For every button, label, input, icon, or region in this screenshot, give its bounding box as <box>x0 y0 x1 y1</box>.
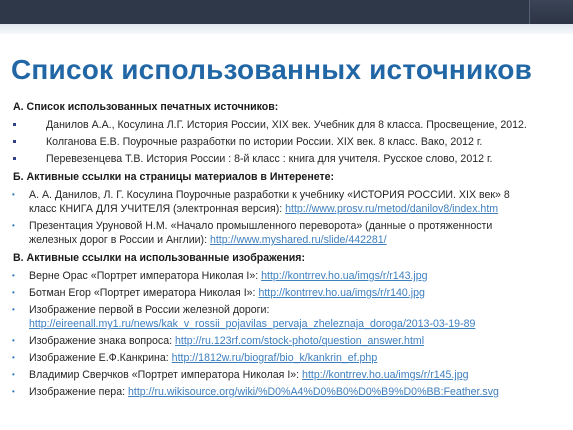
list-item <box>0 351 573 365</box>
bullet-icon: • <box>12 190 15 199</box>
source-link[interactable]: http://www.myshared.ru/slide/442281/ <box>209 234 387 246</box>
top-bar <box>0 0 573 24</box>
list-item-text: Перевезенцева Т.В. История России : 8-й класс : книга для учителя. Русское слово, 2012 г. <box>46 153 493 165</box>
list-item-text: железных дорог в России и Англии): <box>29 234 210 246</box>
list-item-text: Изображение знака вопроса: <box>29 335 175 347</box>
bullet-icon: • <box>12 271 15 280</box>
list-item <box>0 152 573 166</box>
top-bar-accent <box>529 0 573 24</box>
list-item-text: Колганова Е.В. Поурочные разработки по истории России. XIX век. 8 класс. Вако, 2012 г. <box>46 136 483 148</box>
list-item <box>0 368 573 382</box>
bullet-icon: • <box>12 305 15 314</box>
section-b-heading: Б. Активные ссылки на страницы материалов в Интеренете: <box>13 171 335 183</box>
list-item <box>0 385 573 399</box>
bullet-icon: • <box>12 336 15 345</box>
list-item <box>0 303 573 317</box>
list-item-text: класс КНИГА ДЛЯ УЧИТЕЛЯ (электронная версия): <box>29 203 286 215</box>
image-link[interactable]: http://eireenall.my1.ru/news/kak_v_rossii_pojavilas_pervaja_zheleznaja_doroga/2013-03-19-89 <box>29 318 476 330</box>
list-item-text: Презентация Уруновой Н.М. «Начало промышленного переворота» (данные о протяженности <box>29 220 493 232</box>
list-item-text: Изображение пера: <box>29 386 128 398</box>
list-item-text: Изображение Е.Ф.Канкрина: <box>29 352 172 364</box>
bullet-icon: • <box>12 387 15 396</box>
list-item <box>0 219 573 233</box>
list-item <box>0 135 573 149</box>
image-link[interactable]: http://kontrrev.ho.ua/imgs/r/r143.jpg <box>261 270 428 282</box>
list-item <box>0 118 573 132</box>
bullet-icon: • <box>12 288 15 297</box>
list-item-text: Ботман Егор «Портрет имератора Николая I»: <box>29 287 259 299</box>
square-bullet-icon <box>13 157 16 160</box>
source-link[interactable]: http://www.prosv.ru/metod/danilov8/index.htm <box>285 203 499 215</box>
sources-content <box>0 100 573 399</box>
list-item-continuation <box>0 317 573 331</box>
list-item <box>0 188 573 202</box>
list-item-text: А. А. Данилов, Л. Г. Косулина Поурочные разработки к учебнику «ИСТОРИЯ РОССИИ. XIX век» 8 <box>29 189 510 201</box>
image-link[interactable]: http://kontrrev.ho.ua/imgs/r/r140.jpg <box>258 287 425 299</box>
section-c-heading: В. Активные ссылки на использованные изображения: <box>13 252 305 264</box>
section-a-heading: А. Список использованных печатных источников: <box>13 101 279 113</box>
image-link[interactable]: http://1812w.ru/biograf/bio_k/kankrin_ef.php <box>171 352 378 364</box>
list-item-text: Данилов А.А., Косулина Л.Г. История России, XIX век. Учебник для 8 класса. Просвещение, 2012. <box>46 119 527 131</box>
header-band <box>0 24 573 34</box>
square-bullet-icon <box>13 140 16 143</box>
image-link[interactable]: http://kontrrev.ho.ua/imgs/r/r145.jpg <box>302 369 469 381</box>
list-item-continuation <box>0 233 573 247</box>
bullet-icon: • <box>12 353 15 362</box>
list-item <box>0 269 573 283</box>
page-title: Список использованных источников <box>11 54 533 85</box>
image-link[interactable]: http://ru.123rf.com/stock-photo/question_answer.html <box>174 335 425 347</box>
square-bullet-icon <box>13 123 16 126</box>
image-link[interactable]: http://ru.wikisource.org/wiki/%D0%A4%D0%B0%D0%B9%D0%BB:Feather.svg <box>127 386 499 398</box>
list-item-text: Владимир Сверчков «Портрет императора Николая I»: <box>29 369 303 381</box>
bullet-icon: • <box>12 221 15 230</box>
list-item <box>0 286 573 300</box>
list-item-text: Верне Орас «Портрет императора Николая I»: <box>29 270 262 282</box>
bullet-icon: • <box>12 370 15 379</box>
list-item-text: Изображение первой в России железной дороги: <box>29 304 270 316</box>
list-item-continuation <box>0 202 573 216</box>
list-item <box>0 334 573 348</box>
